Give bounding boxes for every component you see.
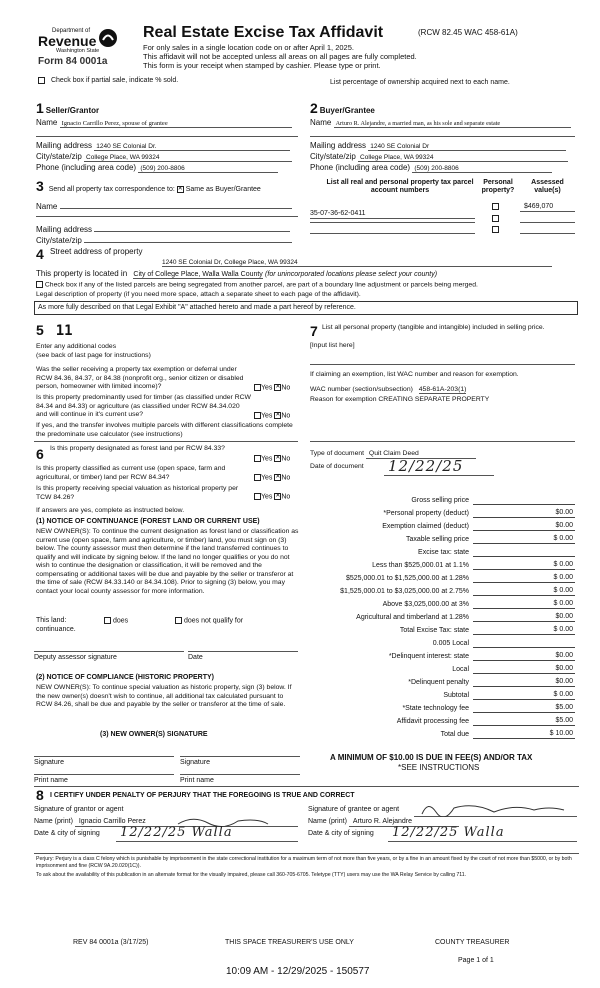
buyer-name-field[interactable]: Arturo R. Alejandre, a married man, as his sole and separate estate <box>334 120 571 128</box>
county-treasurer: COUNTY TREASURER <box>435 939 510 946</box>
divider <box>310 136 575 137</box>
doc-date-field[interactable]: 12/22/25 <box>384 458 494 476</box>
fee-label: Affidavit processing fee <box>396 717 469 725</box>
question-exemption: Was the seller receiving a property tax exemption or deferral under RCW 84.36, 84.37, or 84.38 (nonprofit org., senior citizen or disabled person, homeowner with limited income)? <box>36 366 244 390</box>
print-name-label: Print name <box>34 777 68 784</box>
partial-sale-checkbox[interactable] <box>38 77 45 84</box>
recording-stamp: 10:09 AM - 12/29/2025 - 150577 <box>226 966 370 977</box>
deputy-label: Deputy assessor signature <box>34 654 117 661</box>
fee-row <box>310 610 575 622</box>
fee-row <box>310 519 575 531</box>
fee-row <box>310 532 575 544</box>
print-name-label: Print name <box>180 777 214 784</box>
no-label: No <box>281 455 291 463</box>
fee-label: Local <box>452 665 469 673</box>
fee-row <box>310 688 575 700</box>
ownership-note: List percentage of ownership acquired next to each name. <box>330 79 510 86</box>
field-label: Name <box>36 118 58 127</box>
field-label: Mailing address <box>36 141 93 150</box>
name-print-label: Name (print) <box>34 818 73 825</box>
logo-dept: Department of <box>52 28 91 34</box>
fee-label: Gross selling price <box>411 496 469 504</box>
section-number: 5 <box>36 322 44 338</box>
fee-amount[interactable]: $5.00 <box>473 704 575 713</box>
yes-label: Yes <box>261 493 273 501</box>
personal-property-label: List all personal property (tangible and intangible) included in selling price. <box>322 324 545 331</box>
assessed-value-3[interactable] <box>520 233 575 234</box>
fee-amount[interactable]: $0.00 <box>473 522 575 531</box>
deputy-date-line[interactable] <box>188 651 298 652</box>
seller-phone-field[interactable]: (509) 200-8806 <box>138 165 278 173</box>
correspondence-row <box>36 178 261 194</box>
notice-continuance-text: NEW OWNER(S): To continue the current designation as forest land or classification as current use (open space, farm and agriculture, or timber) land, you must sign on (3) below. The county assessor must then determine if the land transferred continues to qualify and will indicate by signing below. If the land no longer qualifies or you do not wish to continue the designation or classification, it will be removed and the compensating or additional taxes will be due and payable by the seller or transferor at the time of sale (RCW 84.33.140 or 84.34.108). Prior to signing (3) below, you may contact your local county assessor for more information. <box>36 528 299 595</box>
owner-signature-line-1[interactable] <box>34 756 174 757</box>
does-checkbox[interactable] <box>104 617 111 624</box>
does-not-checkbox[interactable] <box>175 617 182 624</box>
header-notes <box>143 43 417 70</box>
no-label: No <box>281 384 291 392</box>
street-address-field[interactable]: 1240 SE Colonial Dr, College Place, WA 99324 <box>162 259 552 267</box>
fee-label: $525,000.01 to $1,525,000.00 at 1.28% <box>346 574 469 582</box>
buyer-city-row <box>310 152 575 162</box>
owner-print-line-1[interactable] <box>34 774 174 775</box>
section-6-number <box>36 446 44 462</box>
personal-checkbox-3[interactable] <box>492 226 499 234</box>
fee-label: Less than $525,000.01 at 1.1% <box>372 561 469 569</box>
legal-description-box[interactable]: As more fully described on that Legal Exhibit "A" attached hereto and made a part hereof by reference. <box>34 301 578 315</box>
seller-phone-row <box>36 163 298 173</box>
fee-row <box>310 558 575 570</box>
section-7-number <box>310 323 318 339</box>
sec3-name-row <box>36 200 298 211</box>
field-label: Name <box>36 202 58 211</box>
section-number: 7 <box>310 323 318 339</box>
does-label: does <box>112 617 129 625</box>
section-number: 4 <box>36 246 44 262</box>
fee-label: Excise tax: state <box>418 548 469 556</box>
question-historic: Is this property receiving special valuation as historical property per TCW 84.26? <box>36 485 239 501</box>
sig-grantor-label: Signature of grantor or agent <box>34 806 124 813</box>
fee-row <box>310 727 575 739</box>
grantor-date-label: Date & city of signing <box>34 830 100 837</box>
yes-label: Yes <box>261 474 273 482</box>
accessibility-notice: To ask about the availability of this publication in an alternate format for the visually impaired, please call 360-705-6705. Teletype (TTY) users may use the WA Relay Service by calling 711. <box>36 872 467 878</box>
fee-amount[interactable]: $5.00 <box>473 717 575 726</box>
buyer-section <box>310 100 375 116</box>
field-label: City/state/zip <box>310 152 356 161</box>
sec3-name-field[interactable] <box>60 200 292 209</box>
doc-type-field[interactable]: Quit Claim Deed <box>366 450 476 459</box>
sec3-address-row <box>36 223 298 234</box>
personal-property-input[interactable]: [Input list here] <box>310 342 355 349</box>
name-print-label: Name (print) <box>308 818 347 825</box>
fee-row <box>310 649 575 661</box>
street-label: Street address of property <box>50 247 143 256</box>
fee-amount[interactable]: $ 0.00 <box>473 587 575 596</box>
segregate-checkbox[interactable] <box>36 281 43 288</box>
grantee-name-field[interactable]: Arturo R. Alejandre <box>349 818 459 827</box>
s6q1-yes-checkbox[interactable] <box>254 455 261 462</box>
fee-row <box>310 623 575 635</box>
located-field[interactable]: City of College Place, Walla Walla County <box>133 271 263 278</box>
parcel-number-3[interactable] <box>310 233 475 234</box>
treasurer-use-only: THIS SPACE TREASURER'S USE ONLY <box>225 939 354 946</box>
s6q2-answers <box>254 474 290 482</box>
section-8-number <box>36 787 44 803</box>
doc-date-label: Date of document <box>310 463 364 470</box>
does-not-label: does not qualify for <box>183 617 244 625</box>
buyer-address-field[interactable]: 1240 SE Colonial Dr <box>368 143 566 151</box>
parcel-number-2[interactable] <box>310 222 475 223</box>
same-as-buyer-checkbox[interactable] <box>177 186 184 193</box>
field-label: Mailing address <box>36 225 93 234</box>
fee-label: Exemption claimed (deduct) <box>382 522 469 530</box>
section-number: 6 <box>36 446 44 462</box>
buyer-phone-field[interactable]: (509) 200-8806 <box>412 165 552 173</box>
grantor-date-field[interactable]: 12/22/25 Walla <box>116 826 298 842</box>
logo-state: Washington State <box>56 47 100 54</box>
section-number: 1 <box>36 100 44 116</box>
grantee-signature-scribble <box>414 800 577 817</box>
yes-instructions: If answers are yes, complete as instructed below. <box>36 507 185 514</box>
personal-checkbox-1[interactable] <box>492 203 499 211</box>
header-note-1: For only sales in a single location code on or after April 1, 2025. <box>143 43 354 52</box>
parcel-number-1[interactable]: 35-07-36-62-0411 <box>310 210 475 219</box>
fee-label: *Delinquent penalty <box>408 678 469 686</box>
seller-city-row <box>36 152 298 162</box>
certify-statement: I CERTIFY UNDER PENALTY OF PERJURY THAT THE FOREGOING IS TRUE AND CORRECT <box>50 792 355 799</box>
partial-sale-label: Check box if partial sale, indicate % sold. <box>50 77 179 85</box>
assessed-value-2[interactable] <box>520 222 575 223</box>
notice-historic-title: (2) NOTICE OF COMPLIANCE (HISTORIC PROPERTY) <box>36 674 214 681</box>
reason-label: Reason for exemption <box>310 396 377 403</box>
fee-label: Agricultural and timberland at 1.28% <box>356 613 469 621</box>
segregate-row <box>36 281 581 289</box>
buyer-phone-row <box>310 163 575 173</box>
fee-row <box>310 714 575 726</box>
s6q1-answers <box>254 455 290 463</box>
deputy-date-label: Date <box>188 654 203 661</box>
fee-label: Total Excise Tax: state <box>399 626 469 634</box>
this-land-row <box>36 617 66 625</box>
wac-field[interactable]: 458-61A-203(1) <box>418 386 467 393</box>
logo-mark-icon <box>98 28 118 48</box>
fee-row <box>310 662 575 674</box>
question-current-use: Is this property classified as current use (open space, farm and agricultural, or timber) land per RCW 84.34? <box>36 465 226 481</box>
header-note-3: This form is your receipt when stamped by cashier. Please type or print. <box>143 61 381 70</box>
question-timber: Is this property predominantly used for timber (as classified under RCW 84.34 and 84.33) or agriculture (as classified under RCW 84.34.020 and will continue in it's current use? <box>36 394 251 418</box>
fee-amount[interactable]: $ 0.00 <box>473 561 575 570</box>
q1-yes-checkbox[interactable] <box>254 384 261 391</box>
fee-amount[interactable]: $ 0.00 <box>473 691 575 700</box>
fee-label: $1,525,000.01 to $3,025,000.00 at 2.75% <box>340 587 469 595</box>
divider <box>34 853 579 854</box>
minimum-due: A MINIMUM OF $10.00 IS DUE IN FEE(S) AND/OR TAX <box>330 753 533 762</box>
fee-row <box>310 506 575 518</box>
field-label: City/state/zip <box>36 236 82 245</box>
form-number: Form 84 0001a <box>38 56 108 67</box>
fee-label: Total due <box>440 730 469 738</box>
seller-name-row <box>36 118 298 128</box>
s6q2-yes-checkbox[interactable] <box>254 474 261 481</box>
notice-historic-text: NEW OWNER(S): To continue special valuation as historic property, sign (3) below. If the new owner(s) doesn't wish to continue, all additional tax calculated pursuant to RCW 84.26, shall be due and payable by the seller or transferor at the time of sale. <box>36 684 292 708</box>
fee-row <box>310 597 575 609</box>
fee-label: *State technology fee <box>402 704 469 712</box>
fee-amount[interactable]: $0.00 <box>473 665 575 674</box>
yes-label: Yes <box>261 455 273 463</box>
personal-col-header: Personal property? <box>481 179 515 195</box>
reason-field[interactable]: CREATING SEPARATE PROPERTY <box>378 396 490 403</box>
located-label: This property is located in <box>36 269 128 278</box>
perjury-notice: Perjury: Perjury is a class C felony which is punishable by imprisonment in the state correctional institution for a maximum term of not more than five years, or by a fine in an amount fixed by the court of not more than $5000, or by both imprisonment and fine (RCW 9A.20.020(1C)). <box>36 856 572 869</box>
seller-city-field[interactable]: College Place, WA 99324 <box>84 154 292 162</box>
divider <box>34 441 298 442</box>
no-label: No <box>281 493 291 501</box>
fee-amount[interactable]: $ 0.00 <box>473 626 575 635</box>
fee-amount[interactable] <box>473 504 575 505</box>
field-label: Mailing address <box>310 141 367 150</box>
logo-name: Revenue <box>38 32 97 49</box>
seller-address-row <box>36 141 298 151</box>
field-label: Name <box>310 118 332 127</box>
sig-grantee-label: Signature of grantee or agent <box>308 806 400 813</box>
fee-row <box>310 545 575 557</box>
page-title: Real Estate Excise Tax Affidavit <box>143 24 384 41</box>
divider <box>310 364 575 365</box>
this-land-label: This land: <box>36 617 67 624</box>
exemption-note: If claiming an exemption, list WAC number and reason for exemption. <box>310 371 519 378</box>
deputy-signature-line[interactable] <box>34 651 184 652</box>
fee-amount[interactable]: $ 0.00 <box>473 600 575 609</box>
fee-label: Taxable selling price <box>405 535 469 543</box>
buyer-city-field[interactable]: College Place, WA 99324 <box>358 154 568 162</box>
buyer-name-row <box>310 118 575 128</box>
yes-label: Yes <box>261 384 273 392</box>
divider <box>36 216 298 217</box>
new-owner-signature-title: (3) NEW OWNER(S) SIGNATURE <box>100 731 208 738</box>
fee-label: Subtotal <box>443 691 469 699</box>
wac-label: WAC number (section/subsection) <box>310 386 413 393</box>
q2-answers <box>254 412 290 420</box>
legal-label: Legal description of property (if you need more space, attach a separate sheet to each page of the affidavit). <box>36 291 361 298</box>
fee-amount[interactable]: $0.00 <box>473 613 575 622</box>
divider <box>34 786 579 787</box>
fee-amount[interactable]: $0.00 <box>473 652 575 661</box>
yes-label: Yes <box>261 412 273 420</box>
fee-label: *Personal property (deduct) <box>383 509 469 517</box>
sec3-city-field[interactable] <box>84 234 292 243</box>
q1-answers <box>254 384 290 392</box>
grantee-signature-field[interactable] <box>414 800 577 817</box>
sec3-city-row <box>36 234 298 245</box>
revision-number: REV 84 0001a (3/17/25) <box>73 939 149 946</box>
sec3-address-field[interactable] <box>94 223 290 232</box>
fee-amount[interactable]: $ 10.00 <box>473 730 575 739</box>
partial-sale-row <box>38 77 178 85</box>
section-4-number <box>36 246 44 262</box>
assessed-col-header: Assessed value(s) <box>531 179 564 195</box>
fee-row <box>310 675 575 687</box>
seller-section <box>36 100 99 116</box>
grantee-date-label: Date & city of signing <box>308 830 374 837</box>
fee-amount[interactable]: $0.00 <box>473 509 575 518</box>
fee-label: Above $3,025,000.00 at 3% <box>382 600 469 608</box>
field-label: City/state/zip <box>36 152 82 161</box>
fee-amount[interactable] <box>473 556 575 557</box>
personal-checkbox-2[interactable] <box>492 215 499 223</box>
no-label: No <box>281 412 291 420</box>
located-note: (for unincorporated locations please select your county) <box>265 271 438 278</box>
located-row <box>36 269 437 279</box>
predominate-use-note: If yes, and the transfer involves multiple parcels with different classifications complete the predominate use calculator (see instructions) <box>36 422 293 438</box>
segregate-label: Check box if any of the listed parcels are being segregated from another parcel, are part of a boundary line adjustment or parcels being merged. <box>44 281 478 289</box>
additional-codes <box>36 342 151 360</box>
does-not-option <box>175 617 243 625</box>
parcel-col-header: List all real and personal property tax parcel account numbers <box>326 179 474 195</box>
no-label: No <box>281 474 291 482</box>
divider <box>36 136 298 137</box>
reason-row <box>310 396 489 404</box>
s6q3-yes-checkbox[interactable] <box>254 493 261 500</box>
section-number: 3 <box>36 178 44 194</box>
fee-label: 0.005 Local <box>432 639 469 647</box>
see-back-label: (see back of last page for instructions) <box>36 352 151 359</box>
field-label: Phone (including area code) <box>36 163 137 172</box>
signature-label: Signature <box>180 759 210 766</box>
fee-amount[interactable]: $ 0.00 <box>473 574 575 583</box>
grantee-date-field[interactable]: 12/22/25 Walla <box>388 826 577 842</box>
seller-heading: Seller/Grantor <box>45 106 100 115</box>
doc-type-label: Type of document <box>310 450 365 457</box>
fee-row <box>310 493 575 505</box>
revenue-logo <box>38 28 118 54</box>
s6q3-answers <box>254 493 290 501</box>
divider <box>310 441 575 442</box>
fee-amount[interactable] <box>473 647 575 648</box>
does-option <box>104 617 128 625</box>
fee-row <box>310 571 575 583</box>
correspondence-label: Send all property tax correspondence to: <box>48 186 175 193</box>
fee-row <box>310 636 575 648</box>
see-instructions: *SEE INSTRUCTIONS <box>398 763 480 772</box>
continuance-label: continuance. <box>36 626 76 633</box>
question-forest: Is this property designated as forest land per RCW 84.33? <box>50 445 225 452</box>
buyer-heading: Buyer/Grantee <box>319 106 375 115</box>
owner-print-line-2[interactable] <box>180 774 300 775</box>
assessed-value-1[interactable]: $469,070 <box>520 203 575 212</box>
section-number: 2 <box>310 100 318 116</box>
buyer-address-row <box>310 141 575 151</box>
fee-row <box>310 584 575 596</box>
rcw-ref: (RCW 82.45 WAC 458-61A) <box>418 28 518 37</box>
owner-signature-line-2[interactable] <box>180 756 300 757</box>
signature-label: Signature <box>34 759 64 766</box>
same-as-buyer-label: Same as Buyer/Grantee <box>185 186 261 193</box>
section-number: 8 <box>36 787 44 803</box>
grantor-signature-row <box>34 806 124 814</box>
page-number: Page 1 of 1 <box>458 957 494 964</box>
fee-amount[interactable]: $ 0.00 <box>473 535 575 544</box>
field-label: Phone (including area code) <box>310 163 411 172</box>
add-codes-label: Enter any additional codes <box>36 343 117 350</box>
grantor-name-field[interactable]: Ignacio Carrillo Perez <box>75 818 185 827</box>
fee-label: *Delinquent interest: state <box>388 652 469 660</box>
notice-continuance-title: (1) NOTICE OF CONTINUANCE (FOREST LAND OR CURRENT USE) <box>36 518 260 525</box>
q2-yes-checkbox[interactable] <box>254 412 261 419</box>
wac-row <box>310 386 466 394</box>
header-note-2: This affidavit will not be accepted unless all areas on all pages are fully completed. <box>143 52 417 61</box>
location-code[interactable]: 11 <box>55 323 73 339</box>
section-5-header <box>36 322 73 339</box>
seller-name-field[interactable]: Ignacio Carrillo Perez, spouse of grantee <box>60 120 292 128</box>
seller-address-field[interactable]: 1240 SE Colonial Dr. <box>94 143 290 151</box>
fee-amount[interactable]: $0.00 <box>473 678 575 687</box>
fee-row <box>310 701 575 713</box>
